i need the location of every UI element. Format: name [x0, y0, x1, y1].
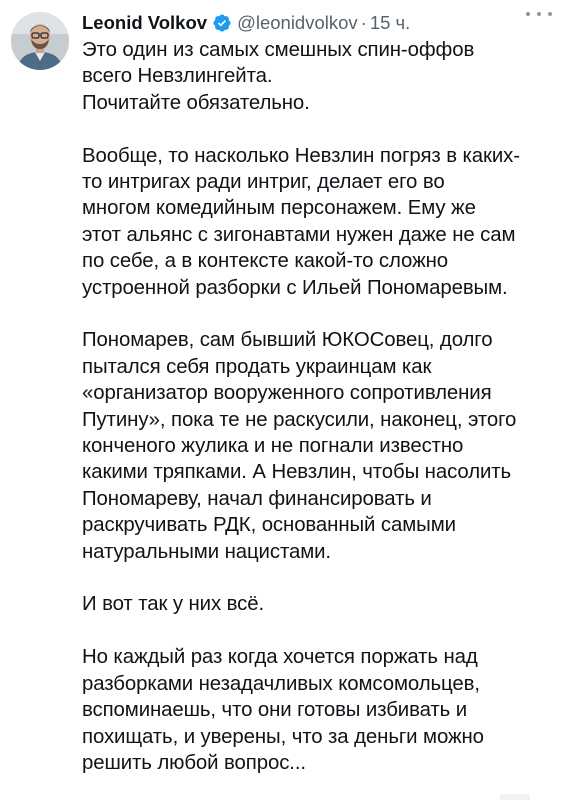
tweet-text-line: многом комедийным персонажем. Ему же [82, 197, 476, 220]
tweet-paragraph [82, 591, 552, 617]
tweet-text-line: «организатор вооруженного сопротивления [82, 382, 492, 405]
tweet-paragraph [82, 37, 552, 116]
scroll-indicator [500, 794, 530, 800]
more-horizontal-icon-dot [548, 12, 552, 16]
more-horizontal-icon-dot [537, 12, 541, 16]
tweet-text-line: Путину», пока те не раскусили, наконец, этого [82, 408, 517, 431]
avatar-photo-icon [11, 12, 69, 70]
tweet-paragraph [82, 143, 552, 301]
tweet-text-line: конченого жулика и не погнали известно [82, 435, 464, 458]
tweet-text-line: Почитайте обязательно. [82, 91, 310, 114]
more-horizontal-icon [526, 12, 530, 16]
tweet-text-line: вспоминаешь, что они готовы избивать и [82, 699, 468, 722]
tweet-text-line: пытался себя продать украинцам как [82, 355, 432, 378]
avatar[interactable] [11, 12, 69, 70]
tweet-text-line: разборками незадачливых комсомольцев, [82, 672, 480, 695]
author-name[interactable]: Leonid Volkov [82, 12, 208, 33]
tweet-text-line: похищать, и уверены, что за деньги можно [82, 725, 484, 748]
tweet-text-line: всего Невзлингейта. [82, 65, 273, 88]
tweet-header [82, 10, 552, 36]
tweet-text-line: Пономарев, сам бывший ЮКОСовец, долго [82, 329, 493, 352]
separator-dot: · [360, 12, 367, 33]
tweet-text-line: И вот так у них всё. [82, 593, 265, 616]
tweet-text-line: раскручивать РДК, основанный самыми [82, 514, 456, 537]
tweet-timestamp[interactable]: 15 ч. [369, 12, 411, 33]
tweet-text-line: Пономареву, начал финансировать и [82, 487, 432, 510]
author-handle[interactable]: @leonidvolkov [237, 12, 358, 33]
tweet-text-line: решить любой вопрос... [82, 751, 306, 774]
verified-badge-icon [212, 13, 232, 33]
tweet-text-line: натуральными нацистами. [82, 540, 331, 563]
tweet-text-line: этот альянс с зигонавтами нужен даже не сам [82, 223, 516, 246]
tweet-text-line: по себе, а в контексте какой-то сложно [82, 250, 449, 273]
tweet-text-line: какими тряпками. А Невзлин, чтобы насолить [82, 461, 512, 484]
tweet-text-line: то интригах ради интриг, делает его во [82, 171, 445, 194]
tweet-text-line: Это один из самых смешных спин-оффов [82, 39, 475, 61]
tweet-text-line: устроенной разборки с Ильей Пономаревым. [82, 276, 508, 299]
tweet-paragraph [82, 644, 552, 776]
more-options-button[interactable] [526, 4, 552, 24]
tweet-paragraph [82, 327, 552, 565]
tweet-text [82, 37, 552, 803]
tweet-text-line: Но каждый раз когда хочется поржать над [82, 646, 478, 669]
tweet-text-line: Вообще, то насколько Невзлин погряз в каких- [82, 144, 520, 167]
